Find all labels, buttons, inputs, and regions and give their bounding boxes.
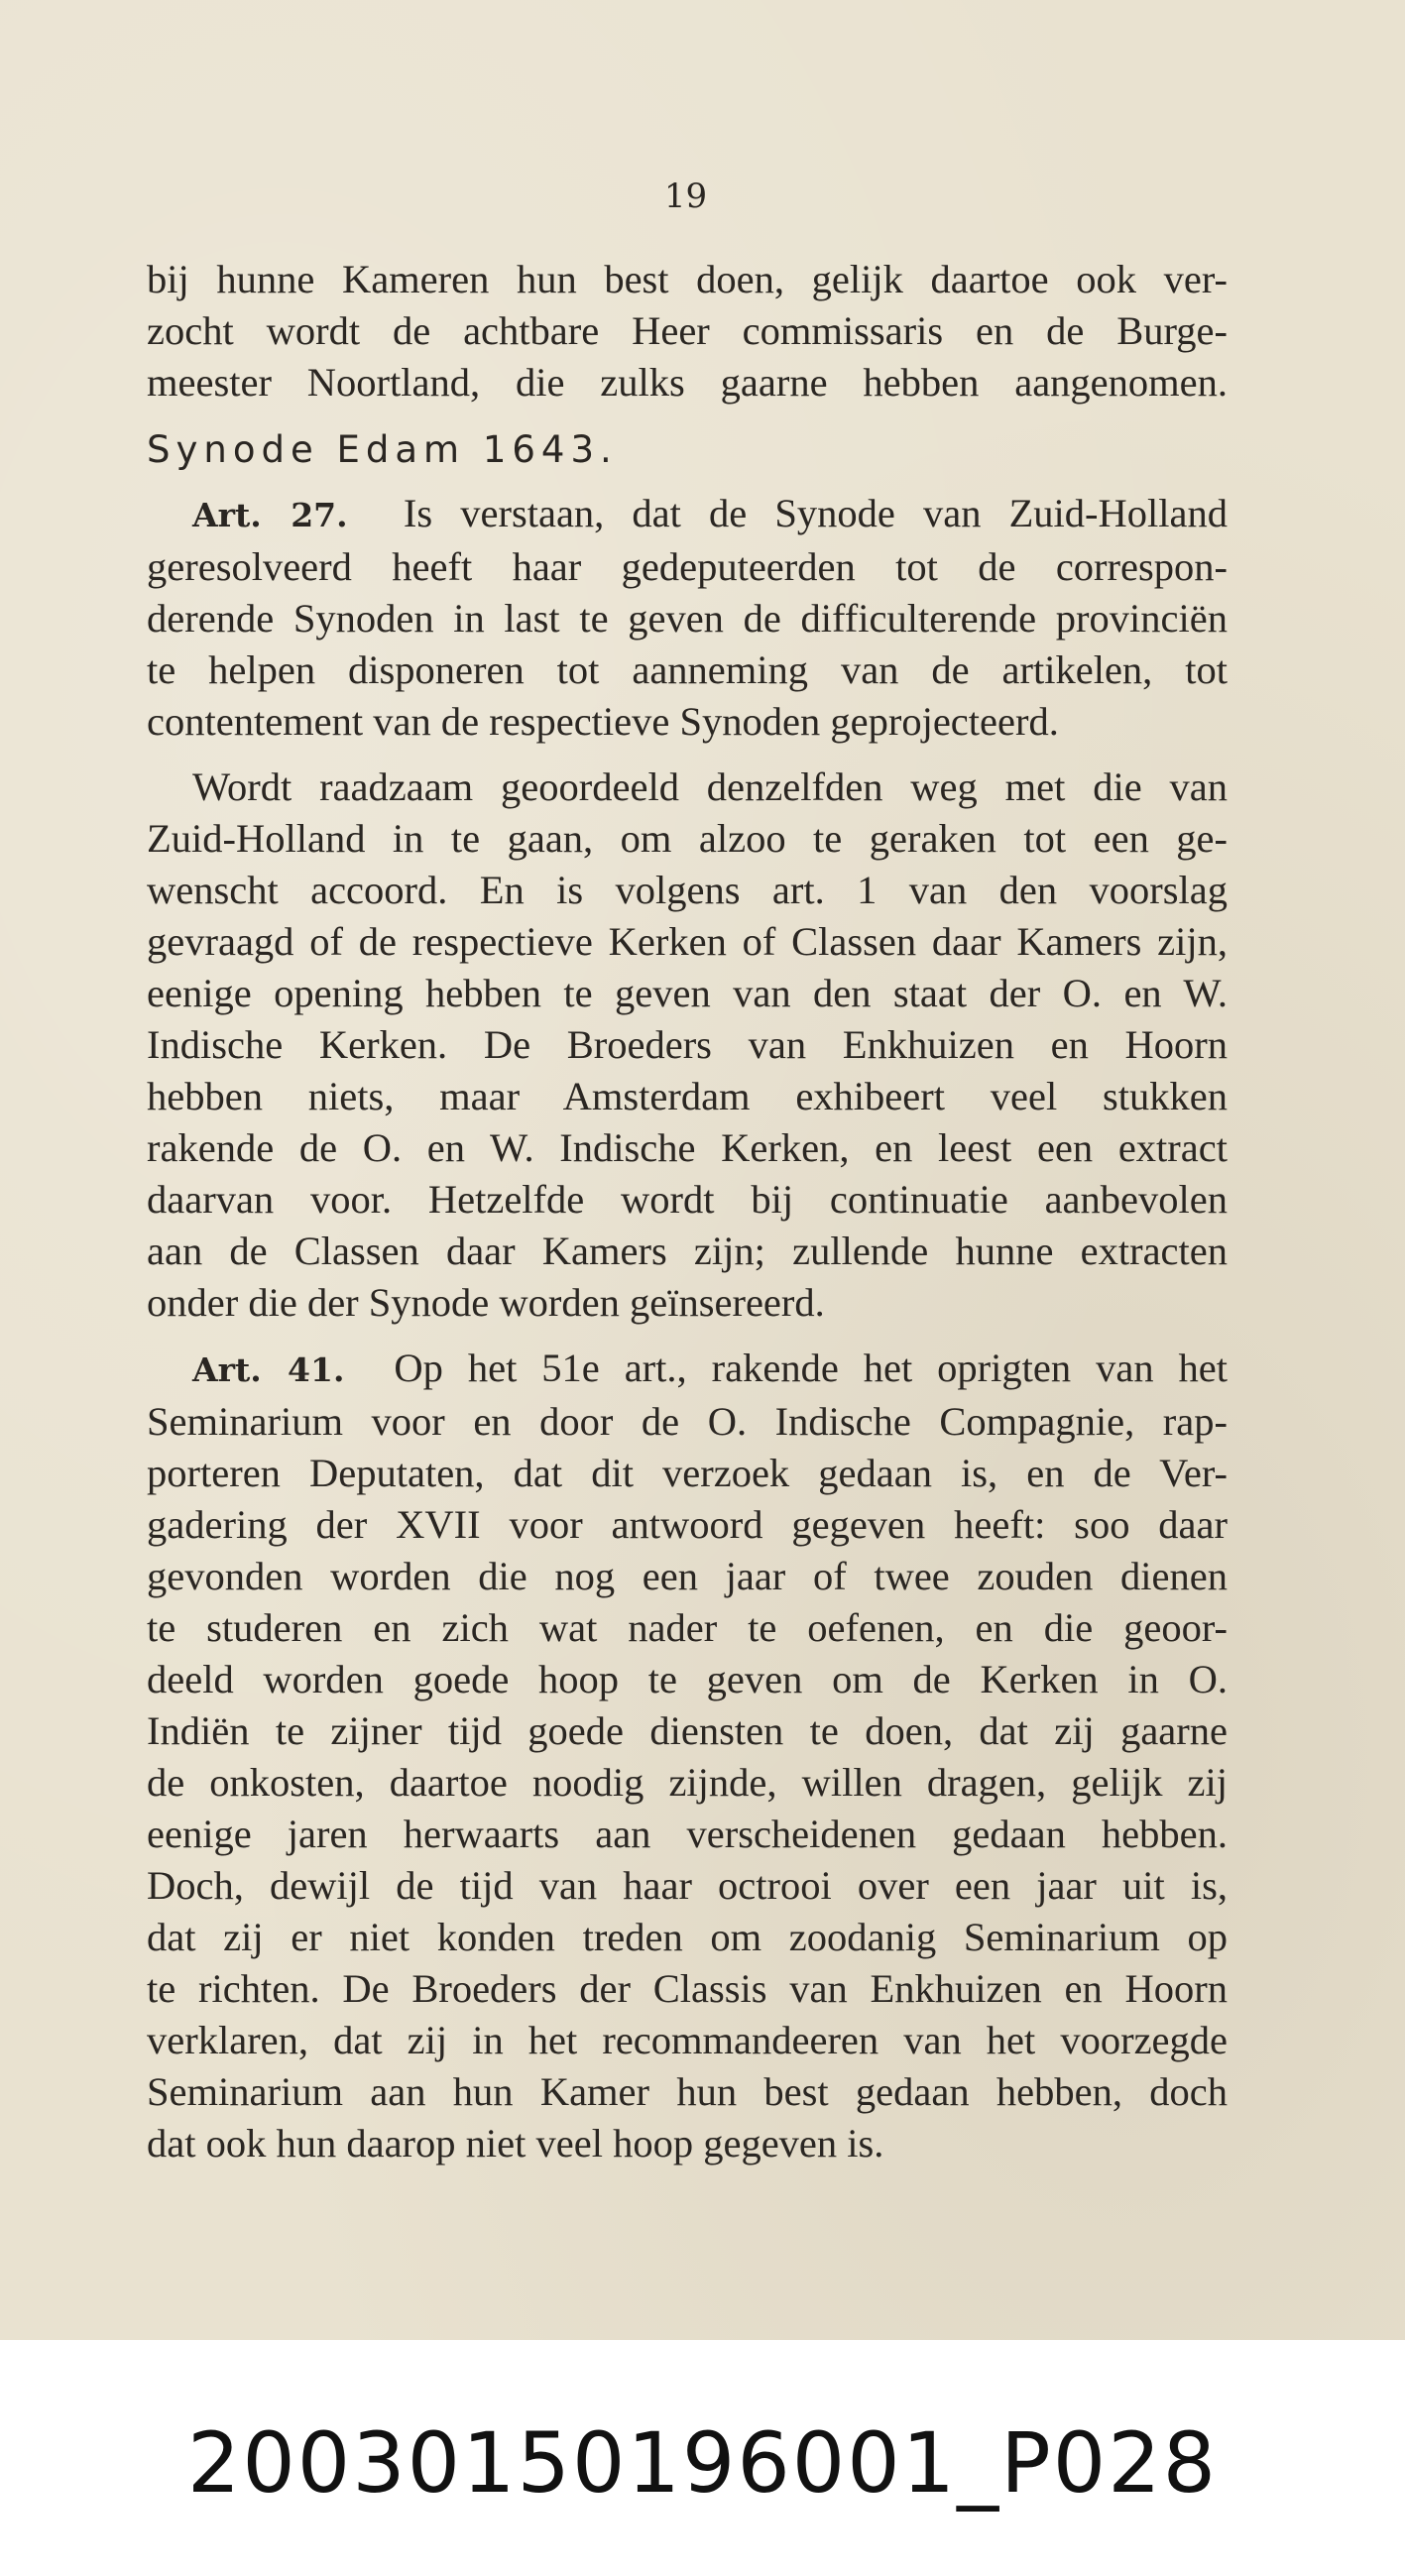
text-line: te helpen disponeren tot aanneming van de artikelen, tot <box>147 647 1228 692</box>
footer-strip <box>0 2340 1405 2576</box>
text-line: bij hunne Kameren hun best doen, gelijk daartoe ook ver- <box>147 257 1228 301</box>
article-27-paragraph <box>147 488 1228 748</box>
text-line: gadering der XVII voor antwoord gegeven heeft: soo daar <box>147 1502 1228 1547</box>
text-line: dat ook hun daarop niet veel hoop gegeven is. <box>147 2121 884 2166</box>
text-line: derende Synoden in last te geven de difficulterende provinciën <box>147 596 1228 641</box>
article-first-line: Is verstaan, dat de Synode van Zuid-Holland <box>403 491 1229 535</box>
text-line: Wordt raadzaam geoordeeld denzelfden weg met die van <box>192 764 1228 809</box>
body-text <box>147 254 1228 2169</box>
text-line <box>147 1343 1228 1396</box>
wordt-paragraph <box>147 761 1228 1329</box>
text-line: gevraagd of de respectieve Kerken of Classen daar Kamers zijn, <box>147 919 1228 964</box>
text-line: verklaren, dat zij in het recommandeeren van het voorzegde <box>147 2018 1228 2062</box>
text-line: eenige jaren herwaarts aan verscheidenen gedaan hebben. <box>147 1812 1228 1856</box>
text-line: rakende de O. en W. Indische Kerken, en leest een extract <box>147 1125 1228 1170</box>
text-line: porteren Deputaten, dat dit verzoek gedaan is, en de Ver- <box>147 1451 1228 1495</box>
text-line: Seminarium aan hun Kamer hun best gedaan hebben, doch <box>147 2069 1228 2114</box>
text-line: wenscht accoord. En is volgens art. 1 van den voorslag <box>147 868 1228 912</box>
text-line: aan de Classen daar Kamers zijn; zullende hunne extracten <box>147 1229 1228 1273</box>
text-line: zocht wordt de achtbare Heer commissaris en de Burge- <box>147 308 1228 353</box>
text-line: dat zij er niet konden treden om zoodanig Seminarium op <box>147 1915 1228 1959</box>
text-line: Seminarium voor en door de O. Indische Compagnie, rap- <box>147 1399 1228 1444</box>
text-line: contentement van de respectieve Synoden geprojecteerd. <box>147 699 1059 744</box>
text-line: onder die der Synode worden geïnsereerd. <box>147 1280 825 1325</box>
text-line <box>147 488 1228 541</box>
article-label: Art. 41. <box>192 1350 345 1389</box>
text-line: hebben niets, maar Amsterdam exhibeert veel stukken <box>147 1074 1228 1118</box>
text-line: meester Noortland, die zulks gaarne hebben aangenomen. <box>147 360 1228 405</box>
text-line: Indische Kerken. De Broeders van Enkhuizen en Hoorn <box>147 1022 1228 1067</box>
text-line: de onkosten, daartoe noodig zijnde, willen dragen, gelijk zij <box>147 1760 1228 1805</box>
text-line: geresolveerd heeft haar gedeputeerden tot de correspon- <box>147 544 1228 589</box>
text-line: Indiën te zijner tijd goede diensten te doen, dat zij gaarne <box>147 1708 1228 1753</box>
text-line: gevonden worden die nog een jaar of twee zouden dienen <box>147 1554 1228 1598</box>
article-first-line: Op het 51e art., rakende het oprigten van het <box>394 1346 1229 1390</box>
section-heading: Synode Edam 1643. <box>147 428 618 471</box>
text-line: daarvan voor. Hetzelfde wordt bij continuatie aanbevolen <box>147 1177 1228 1222</box>
article-label: Art. 27. <box>192 496 348 534</box>
text-line: deeld worden goede hoop te geven om de Kerken in O. <box>147 1657 1228 1701</box>
text-line: Zuid-Holland in te gaan, om alzoo te geraken tot een ge- <box>147 816 1228 861</box>
text-line: te studeren en zich wat nader te oefenen, en die geoor- <box>147 1605 1228 1650</box>
article-41-paragraph <box>147 1343 1228 2169</box>
document-id: 20030150196001_P028 <box>186 2414 1219 2512</box>
text-line: Doch, dewijl de tijd van haar octrooi over een jaar uit is, <box>147 1863 1228 1908</box>
opening-paragraph <box>147 254 1228 409</box>
text-line: te richten. De Broeders der Classis van Enkhuizen en Hoorn <box>147 1966 1228 2011</box>
text-line: eenige opening hebben te geven van den staat der O. en W. <box>147 971 1228 1015</box>
page-number: 19 <box>663 176 708 216</box>
